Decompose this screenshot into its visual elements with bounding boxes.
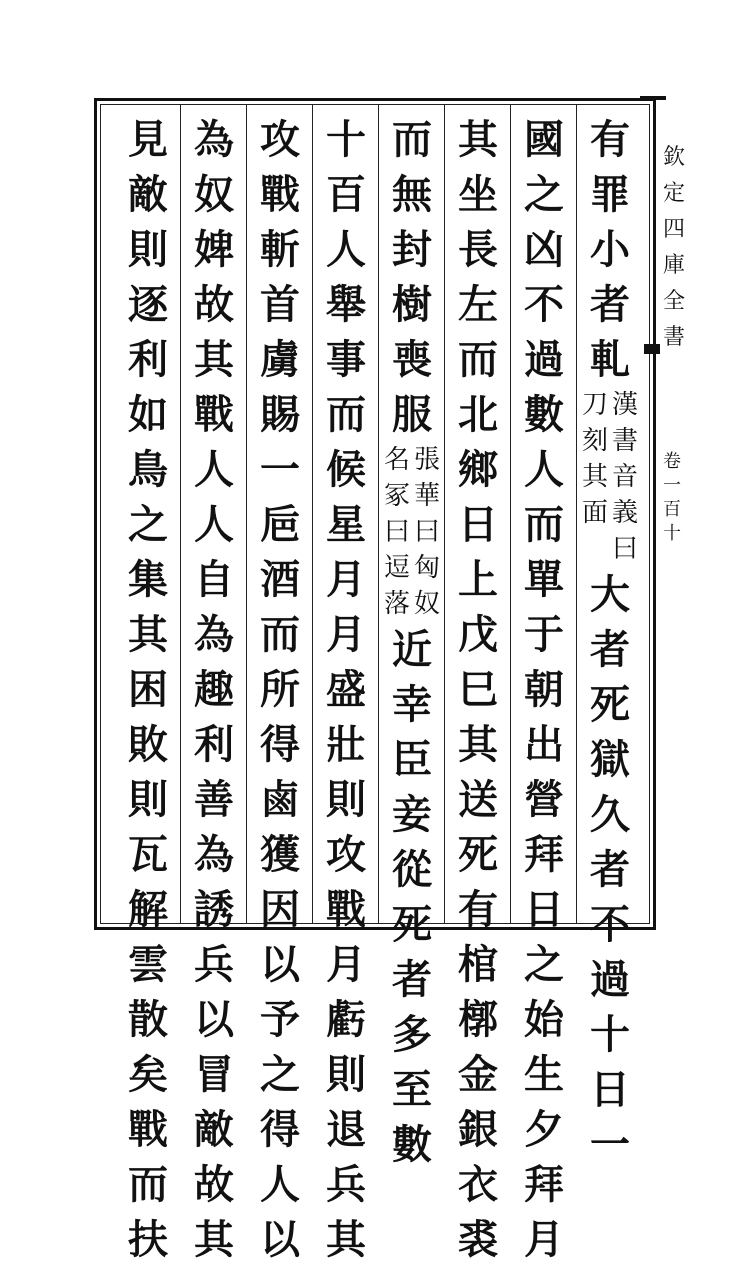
- main-char: 死: [392, 901, 432, 948]
- main-char: 善: [194, 776, 234, 823]
- column-rule: [378, 104, 379, 924]
- note-char: 曰: [611, 534, 638, 564]
- main-char: 賜: [260, 391, 300, 438]
- main-char: 左: [458, 281, 498, 328]
- margin-title-char: 庫: [662, 253, 685, 278]
- note-line: [412, 442, 442, 622]
- text-column: [118, 112, 178, 1267]
- main-char: 生: [524, 1051, 564, 1098]
- margin-title-char: 書: [662, 325, 685, 350]
- column-rule: [444, 104, 445, 924]
- main-char: 戊: [458, 611, 498, 658]
- main-char: 人: [194, 446, 234, 493]
- main-char: 其: [128, 611, 168, 658]
- main-char: 拜: [524, 831, 564, 878]
- note-char: 音: [611, 462, 638, 492]
- main-char: 送: [458, 776, 498, 823]
- main-char: 為: [194, 116, 234, 163]
- main-char: 喪: [392, 336, 432, 383]
- main-char: 趣: [194, 666, 234, 713]
- column-rule: [312, 104, 313, 924]
- main-char: 坐: [458, 171, 498, 218]
- main-char: 星: [326, 501, 366, 548]
- main-char: 奴: [194, 171, 234, 218]
- margin-title-char: 全: [662, 289, 685, 314]
- main-char: 單: [524, 556, 564, 603]
- main-char: 長: [458, 226, 498, 273]
- main-char: 虜: [260, 336, 300, 383]
- main-char: 樹: [392, 281, 432, 328]
- note-char: 刻: [581, 426, 608, 456]
- main-char: 出: [524, 721, 564, 768]
- main-char: 故: [194, 1161, 234, 1208]
- main-char: 其: [194, 1216, 234, 1263]
- main-char: 困: [128, 666, 168, 713]
- main-char: 金: [458, 1051, 498, 1098]
- main-char: 之: [524, 941, 564, 988]
- main-char: 之: [260, 1051, 300, 1098]
- note-char: 曰: [383, 517, 410, 547]
- main-char: 夕: [524, 1106, 564, 1153]
- main-char: 久: [590, 791, 630, 838]
- text-column: [382, 112, 442, 1172]
- main-char: 解: [128, 886, 168, 933]
- column-rule: [576, 104, 577, 924]
- main-char: 誘: [194, 886, 234, 933]
- main-char: 酒: [260, 556, 300, 603]
- main-char: 而: [260, 611, 300, 658]
- main-char: 裘: [458, 1216, 498, 1263]
- note-char: 書: [611, 426, 638, 456]
- main-char: 兵: [326, 1161, 366, 1208]
- text-column: [184, 112, 244, 1267]
- column-rule: [180, 104, 181, 924]
- main-char: 人: [326, 226, 366, 273]
- main-char: 候: [326, 446, 366, 493]
- main-char: 攻: [326, 831, 366, 878]
- main-char: 人: [524, 446, 564, 493]
- main-char: 月: [326, 556, 366, 603]
- main-char: 封: [392, 226, 432, 273]
- main-char: 者: [392, 956, 432, 1003]
- main-char: 死: [458, 831, 498, 878]
- main-char: 而: [128, 1161, 168, 1208]
- main-char: 臣: [392, 736, 432, 783]
- main-char: 近: [392, 626, 432, 673]
- main-char: 鹵: [260, 776, 300, 823]
- main-char: 見: [128, 116, 168, 163]
- main-char: 利: [128, 336, 168, 383]
- main-char: 日: [524, 886, 564, 933]
- main-char: 壯: [326, 721, 366, 768]
- main-char: 集: [128, 556, 168, 603]
- main-char: 日: [590, 1066, 630, 1113]
- main-char: 之: [524, 171, 564, 218]
- note-char: 奴: [413, 589, 440, 619]
- main-char: 以: [260, 1216, 300, 1263]
- main-char: 而: [524, 501, 564, 548]
- main-char: 服: [392, 391, 432, 438]
- note-char: 面: [581, 498, 608, 528]
- main-char: 雲: [128, 941, 168, 988]
- main-char: 數: [524, 391, 564, 438]
- main-char: 所: [260, 666, 300, 713]
- main-char: 之: [128, 501, 168, 548]
- text-column: [580, 112, 640, 1172]
- main-char: 軋: [590, 336, 630, 383]
- note-char: 義: [611, 498, 638, 528]
- text-column: [250, 112, 310, 1267]
- main-char: 而: [326, 391, 366, 438]
- main-char: 矣: [128, 1051, 168, 1098]
- main-char: 一: [590, 1121, 630, 1168]
- note-char: 曰: [413, 517, 440, 547]
- main-char: 小: [590, 226, 630, 273]
- note-char: 張: [413, 445, 440, 475]
- main-char: 故: [194, 281, 234, 328]
- main-char: 不: [590, 901, 630, 948]
- main-char: 事: [326, 336, 366, 383]
- main-char: 舉: [326, 281, 366, 328]
- note-char: 漢: [611, 390, 638, 420]
- main-char: 鳥: [128, 446, 168, 493]
- note-char: 華: [413, 481, 440, 511]
- main-char: 人: [260, 1161, 300, 1208]
- main-char: 過: [590, 956, 630, 1003]
- main-char: 戰: [128, 1106, 168, 1153]
- column-rule: [510, 104, 511, 924]
- main-char: 于: [524, 611, 564, 658]
- main-char: 則: [128, 226, 168, 273]
- main-char: 兵: [194, 941, 234, 988]
- main-char: 凶: [524, 226, 564, 273]
- main-char: 一: [260, 446, 300, 493]
- main-char: 從: [392, 846, 432, 893]
- main-char: 因: [260, 886, 300, 933]
- main-char: 有: [590, 116, 630, 163]
- main-char: 攻: [260, 116, 300, 163]
- note-char: 其: [581, 462, 608, 492]
- note-line: [580, 387, 610, 567]
- main-char: 月: [326, 941, 366, 988]
- text-column: [448, 112, 508, 1267]
- main-char: 盛: [326, 666, 366, 713]
- main-char: 斬: [260, 226, 300, 273]
- main-char: 多: [392, 1011, 432, 1058]
- volume-label: [652, 450, 692, 546]
- main-char: 敗: [128, 721, 168, 768]
- main-char: 大: [590, 571, 630, 618]
- main-char: 以: [260, 941, 300, 988]
- volume-char: 十: [663, 523, 681, 544]
- main-char: 妾: [392, 791, 432, 838]
- margin-title-char: 定: [662, 181, 685, 206]
- note-line: [610, 387, 640, 567]
- main-char: 敵: [128, 171, 168, 218]
- main-char: 首: [260, 281, 300, 328]
- main-char: 以: [194, 996, 234, 1043]
- main-char: 戰: [326, 886, 366, 933]
- main-char: 國: [524, 116, 564, 163]
- main-char: 巳: [458, 666, 498, 713]
- main-char: 者: [590, 626, 630, 673]
- interlinear-note: [382, 442, 442, 622]
- main-char: 死: [590, 681, 630, 728]
- main-char: 其: [194, 336, 234, 383]
- main-char: 瓦: [128, 831, 168, 878]
- main-char: 槨: [458, 996, 498, 1043]
- main-char: 無: [392, 171, 432, 218]
- main-char: 朝: [524, 666, 564, 713]
- main-char: 鄉: [458, 446, 498, 493]
- main-char: 有: [458, 886, 498, 933]
- main-char: 不: [524, 281, 564, 328]
- main-char: 得: [260, 721, 300, 768]
- note-char: 逗: [383, 553, 410, 583]
- main-char: 退: [326, 1106, 366, 1153]
- main-char: 北: [458, 391, 498, 438]
- main-char: 則: [128, 776, 168, 823]
- margin-title: [652, 140, 696, 356]
- main-char: 銀: [458, 1106, 498, 1153]
- column-rule: [246, 104, 247, 924]
- main-char: 則: [326, 776, 366, 823]
- main-char: 巵: [260, 501, 300, 548]
- main-char: 十: [326, 116, 366, 163]
- main-char: 其: [326, 1216, 366, 1263]
- interlinear-note: [580, 387, 640, 567]
- main-char: 利: [194, 721, 234, 768]
- main-char: 上: [458, 556, 498, 603]
- main-char: 散: [128, 996, 168, 1043]
- main-char: 幸: [392, 681, 432, 728]
- main-char: 得: [260, 1106, 300, 1153]
- main-char: 逐: [128, 281, 168, 328]
- margin-title-char: 欽: [662, 145, 685, 170]
- main-char: 獲: [260, 831, 300, 878]
- main-char: 數: [392, 1121, 432, 1168]
- main-char: 十: [590, 1011, 630, 1058]
- main-char: 月: [326, 611, 366, 658]
- note-char: 刀: [581, 390, 608, 420]
- main-char: 罪: [590, 171, 630, 218]
- note-line: [382, 442, 412, 622]
- main-char: 者: [590, 846, 630, 893]
- main-char: 而: [458, 336, 498, 383]
- main-char: 則: [326, 1051, 366, 1098]
- main-char: 予: [260, 996, 300, 1043]
- main-char: 獄: [590, 736, 630, 783]
- main-char: 虧: [326, 996, 366, 1043]
- main-char: 婢: [194, 226, 234, 273]
- main-char: 其: [458, 116, 498, 163]
- main-char: 者: [590, 281, 630, 328]
- volume-char: 百: [663, 499, 681, 520]
- main-char: 拜: [524, 1161, 564, 1208]
- main-char: 始: [524, 996, 564, 1043]
- main-char: 自: [194, 556, 234, 603]
- main-char: 戰: [194, 391, 234, 438]
- text-column: [316, 112, 376, 1267]
- main-char: 月: [524, 1216, 564, 1263]
- main-char: 營: [524, 776, 564, 823]
- main-char: 其: [458, 721, 498, 768]
- main-char: 為: [194, 611, 234, 658]
- note-char: 名: [383, 445, 410, 475]
- main-char: 百: [326, 171, 366, 218]
- main-char: 衣: [458, 1161, 498, 1208]
- main-char: 至: [392, 1066, 432, 1113]
- main-char: 日: [458, 501, 498, 548]
- volume-char: 一: [663, 475, 681, 496]
- volume-char: 卷: [663, 451, 681, 472]
- note-char: 冢: [383, 481, 410, 511]
- main-char: 而: [392, 116, 432, 163]
- note-char: 匈: [413, 553, 440, 583]
- main-char: 人: [194, 501, 234, 548]
- text-column: [514, 112, 574, 1267]
- main-char: 為: [194, 831, 234, 878]
- main-char: 扶: [128, 1216, 168, 1263]
- main-char: 敵: [194, 1106, 234, 1153]
- main-char: 冒: [194, 1051, 234, 1098]
- main-char: 戰: [260, 171, 300, 218]
- main-char: 過: [524, 336, 564, 383]
- main-char: 如: [128, 391, 168, 438]
- note-char: 落: [383, 589, 410, 619]
- margin-title-char: 四: [662, 217, 685, 242]
- main-char: 棺: [458, 941, 498, 988]
